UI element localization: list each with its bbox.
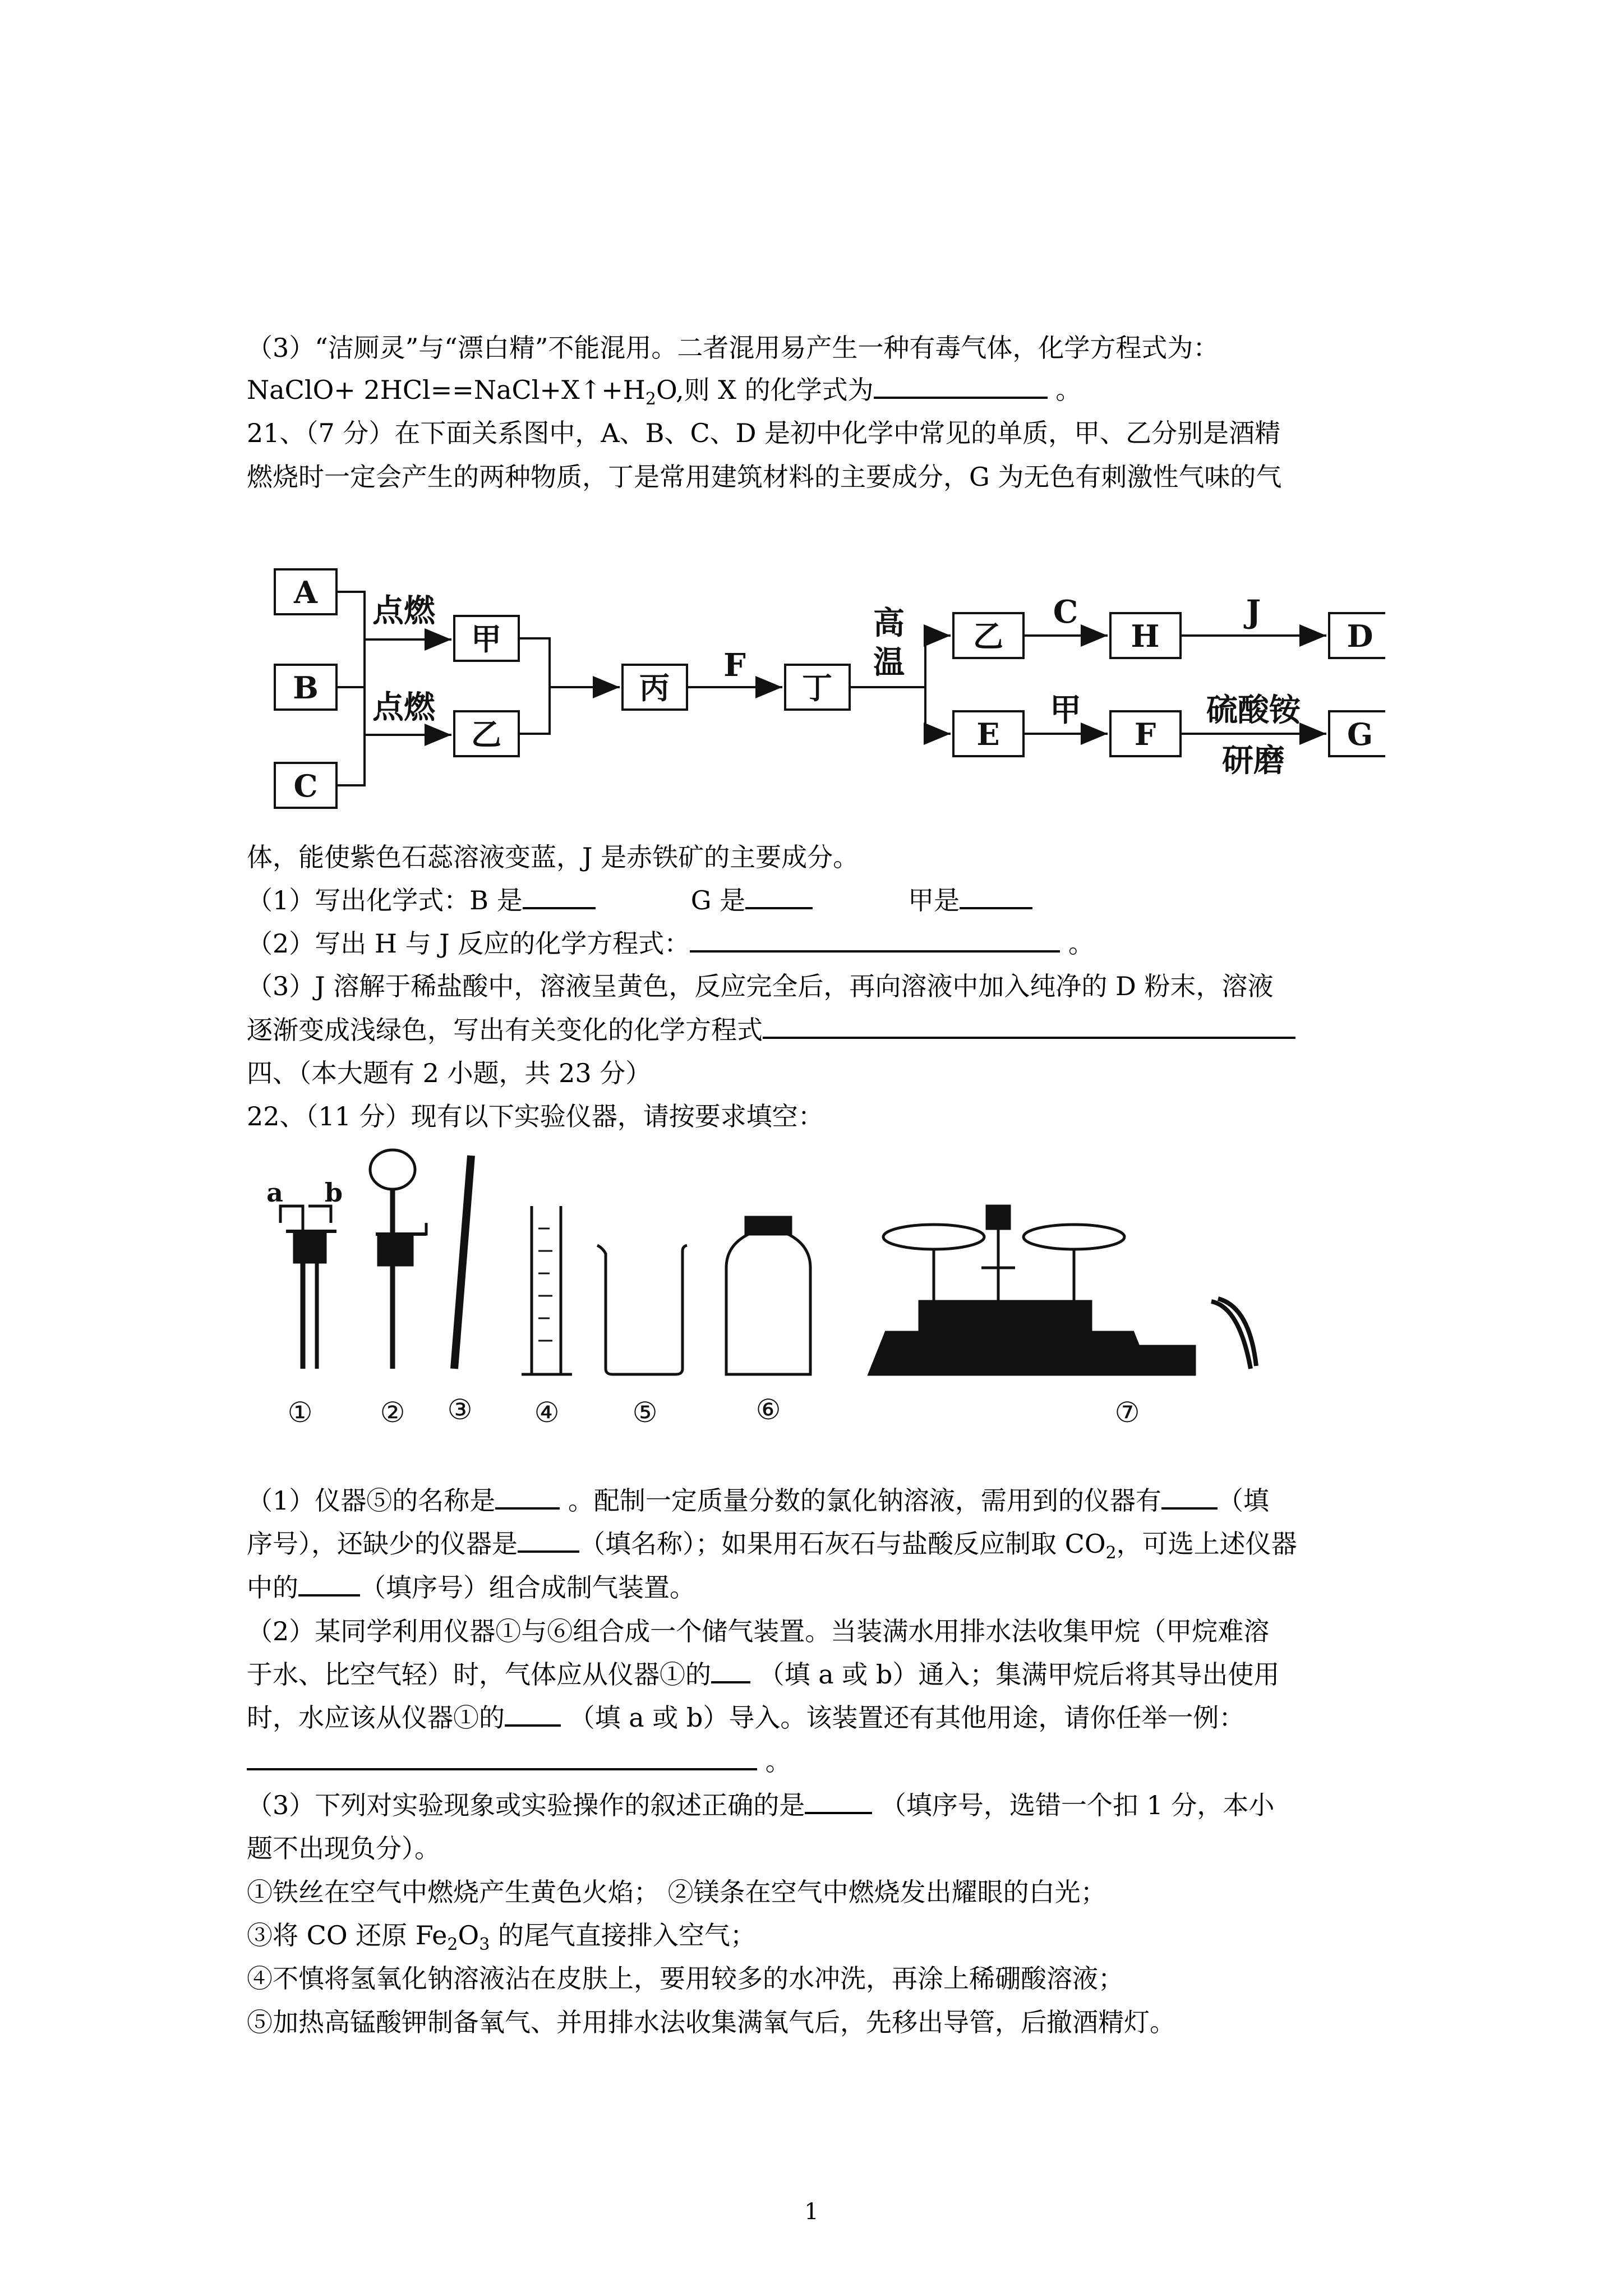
part-text: （填序号，选错一个扣 1 分，本小	[872, 1790, 1275, 1820]
answer-blank-other-use[interactable]	[247, 1746, 757, 1770]
q21-part1	[247, 884, 1032, 917]
q21-part3-line1: （3）J 溶解于稀盐酸中，溶液呈黄色，反应完全后，再向溶液中加入纯净的 D 粉末，溶液	[247, 971, 1274, 1001]
node-h: H	[1131, 618, 1160, 654]
apparatus-label-1: ①	[287, 1396, 313, 1429]
q21-stem-line1: 21、（7 分）在下面关系图中，A、B、C、D 是初中化学中常见的单质，甲、乙分别是酒精	[247, 418, 1281, 448]
part-text: O	[458, 1920, 479, 1950]
part-text: （填序号）组合成制气装置。	[360, 1572, 695, 1603]
part-text: 逐渐变成浅绿色，写出有关变化的化学方程式	[247, 1015, 763, 1045]
q22-part2-line1: （2）某同学利用仪器①与⑥组合成一个储气装置。当装满水用排水法收集甲烷（甲烷难溶	[247, 1616, 1270, 1646]
q21-stem-line3: 体，能使紫色石蕊溶液变蓝，J 是赤铁矿的主要成分。	[247, 842, 859, 872]
part-text: 序号），还缺少的仪器是	[247, 1529, 518, 1559]
part-text: （填 a 或 b）导入。该装置还有其他用途，请你任举一例：	[561, 1703, 1245, 1733]
q22-option-5: ⑤加热高锰酸钾制备氧气、并用排水法收集满氧气后，先移出导管，后撤酒精灯。	[247, 2007, 1175, 2037]
part-text: 甲是	[908, 885, 960, 915]
connector-ab	[336, 592, 365, 687]
node-c: C	[293, 768, 318, 804]
part-text: G 是	[690, 885, 746, 915]
q22-part1-line1	[247, 1484, 1269, 1517]
apparatus-label-7: ⑦	[1114, 1396, 1140, 1429]
sentence-end: 。	[1047, 375, 1082, 405]
connector-bc	[336, 687, 365, 785]
part-text: 于水、比空气轻）时，气体应从仪器①的	[247, 1659, 711, 1690]
q22-part1-line2	[247, 1527, 1297, 1570]
q22-option-3	[247, 1918, 756, 1962]
part-text: （2）写出 H 与 J 反应的化学方程式：	[247, 928, 690, 959]
node-g: G	[1347, 716, 1373, 752]
answer-blank-inlet[interactable]	[711, 1659, 750, 1683]
port-label-a: a	[266, 1177, 283, 1208]
answer-blank-device[interactable]	[298, 1572, 360, 1596]
relationship-diagram	[269, 561, 1385, 825]
q22-part2-line3	[247, 1701, 1244, 1734]
part-text: 中的	[247, 1572, 298, 1603]
q22-part2-line4	[247, 1745, 791, 1778]
q21-stem-line2: 燃烧时一定会产生的两种物质，丁是常用建筑材料的主要成分，G 为无色有刺激性气味的气	[247, 462, 1282, 492]
q22-option-4: ④不慎将氢氧化钠溶液沾在皮肤上，要用较多的水冲洗，再涂上稀硼酸溶液；	[247, 1963, 1124, 1994]
label-j: J	[1246, 593, 1261, 631]
node-ding: 丁	[802, 670, 832, 706]
apparatus-3-glass-rod	[454, 1156, 471, 1369]
apparatus-4-graduated-cylinder	[522, 1206, 572, 1374]
node-a: A	[294, 574, 317, 610]
part-text: 。配制一定质量分数的氯化钠溶液，需用到的仪器有	[560, 1485, 1161, 1516]
apparatus-illustration	[258, 1139, 1335, 1453]
label-temp: 温	[873, 644, 905, 681]
sentence-end: 。	[1060, 928, 1094, 959]
tweezers	[1211, 1299, 1256, 1369]
node-jia: 甲	[471, 621, 501, 657]
connector-jia-yi	[519, 638, 550, 734]
apparatus-label-6: ⑥	[755, 1393, 781, 1426]
label-high: 高	[873, 605, 905, 642]
q22-part3-line1	[247, 1788, 1274, 1822]
label-f: F	[723, 647, 746, 684]
label-jia: 甲	[1050, 692, 1081, 729]
part-text: 的尾气直接排入空气；	[490, 1920, 756, 1950]
answer-blank-water-inlet[interactable]	[505, 1702, 561, 1727]
node-yi2: 乙	[973, 618, 1003, 654]
answer-blank-b[interactable]	[523, 885, 596, 909]
label-c: C	[1053, 593, 1078, 631]
apparatus-label-2: ②	[380, 1396, 405, 1429]
node-d: D	[1347, 618, 1373, 654]
equation-part: O,则 X 的化学式为	[656, 375, 874, 405]
part-text: 时，水应该从仪器①的	[247, 1703, 505, 1733]
label-grind: 研磨	[1222, 742, 1285, 779]
subscript: 2	[645, 389, 657, 409]
subscript: 3	[479, 1935, 490, 1954]
answer-blank[interactable]	[874, 374, 1048, 399]
part-text: ，可选上述仪器	[1116, 1529, 1297, 1559]
answer-blank-jia[interactable]	[960, 885, 1032, 909]
label-ignite-2: 点燃	[372, 689, 435, 726]
apparatus-7-balance	[869, 1206, 1256, 1374]
answer-blank-equation[interactable]	[763, 1014, 1295, 1039]
part-text: （3）下列对实验现象或实验操作的叙述正确的是	[247, 1790, 805, 1820]
apparatus-2-funnel	[370, 1150, 426, 1369]
node-yi1: 乙	[471, 716, 501, 752]
q22-part2-line2	[247, 1658, 1279, 1691]
apparatus-1-two-tube-stopper	[280, 1206, 336, 1369]
answer-blank-name5[interactable]	[495, 1485, 560, 1510]
label-ignite-1: 点燃	[372, 592, 435, 629]
q22-intro: 22、（11 分）现有以下实验仪器，请按要求填空：	[247, 1101, 824, 1131]
apparatus-label-5: ⑤	[632, 1396, 658, 1429]
sentence-end: 。	[757, 1746, 791, 1777]
page-number: 1	[804, 2199, 819, 2225]
apparatus-label-4: ④	[534, 1396, 560, 1429]
apparatus-5-beaker	[597, 1245, 687, 1374]
subscript: 2	[447, 1935, 458, 1954]
node-b: B	[293, 670, 319, 706]
apparatus-6-gas-bottle	[726, 1217, 810, 1374]
part-text: （填	[1217, 1485, 1269, 1516]
subscript: 2	[1105, 1543, 1117, 1563]
q20-3-equation-line	[247, 373, 1081, 416]
node-f: F	[1134, 716, 1156, 752]
q21-part3-line2	[247, 1013, 1295, 1047]
q22-part3-line2: 题不出现负分）。	[247, 1833, 440, 1864]
equation-part: NaClO+ 2HCl==NaCl+X↑+H	[247, 375, 645, 405]
part-text: ③将 CO 还原 Fe	[247, 1920, 448, 1950]
answer-blank-missing[interactable]	[518, 1528, 579, 1553]
node-bing: 丙	[639, 670, 670, 706]
answer-blank-g[interactable]	[745, 885, 813, 909]
q22-part1-line3	[247, 1571, 695, 1604]
apparatus-label-3: ③	[447, 1393, 473, 1426]
answer-blank-instruments[interactable]	[1161, 1485, 1218, 1510]
q20-3-line1: （3）“洁厕灵”与“漂白精”不能混用。二者混用易产生一种有毒气体，化学方程式为：	[247, 333, 1219, 363]
port-label-b: b	[324, 1177, 343, 1208]
answer-blank-equation[interactable]	[690, 928, 1060, 953]
section-heading: 四、（本大题有 2 小题，共 23 分）	[247, 1058, 652, 1088]
part-text: （1）写出化学式：B 是	[247, 885, 523, 915]
part-text: （1）仪器⑤的名称是	[247, 1485, 496, 1516]
label-ammonium-sulfate: 硫酸铵	[1206, 692, 1301, 729]
part-text: （填名称）；如果用石灰石与盐酸反应制取 CO	[579, 1529, 1106, 1559]
answer-blank-correct[interactable]	[805, 1789, 872, 1814]
q22-option-1-2: ①铁丝在空气中燃烧产生黄色火焰； ②镁条在空气中燃烧发出耀眼的白光；	[247, 1877, 1106, 1907]
weight-box	[1138, 1346, 1195, 1374]
q21-part2	[247, 927, 1094, 960]
node-e: E	[976, 716, 1000, 752]
part-text: （填 a 或 b）通入；集满甲烷后将其导出使用	[750, 1659, 1280, 1690]
